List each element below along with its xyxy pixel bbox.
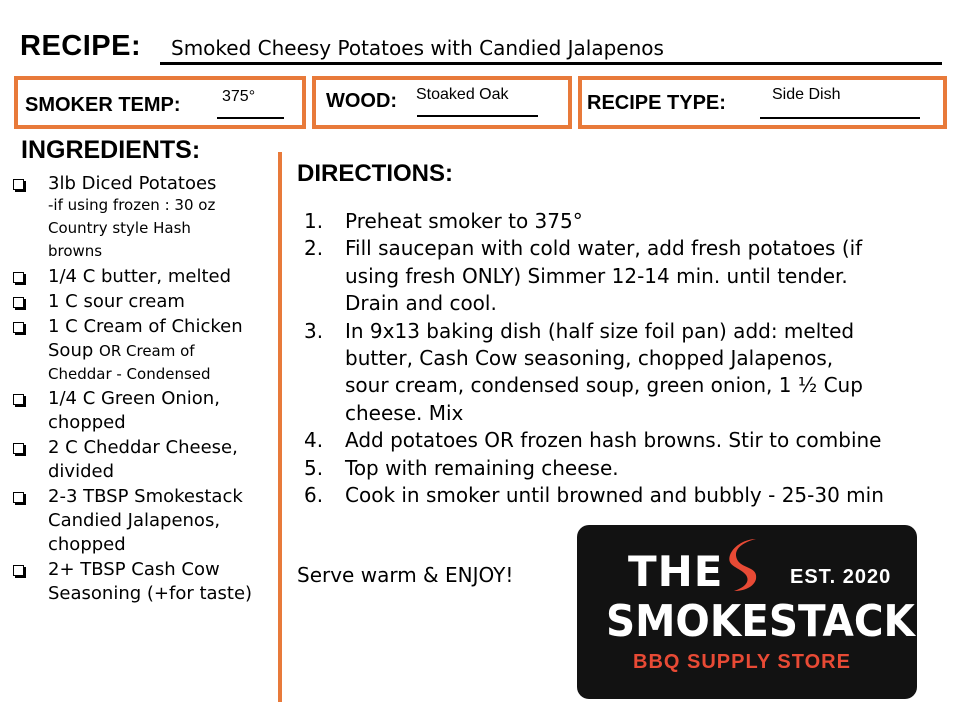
ingredient-note: Cheddar - Condensed: [48, 365, 211, 383]
logo-est-text: EST. 2020: [790, 566, 892, 588]
wood-value: Stoaked Oak: [416, 86, 509, 103]
step-text: cheese. Mix: [345, 400, 464, 425]
ingredient-item: [10, 558, 278, 606]
ingredient-note: OR Cream of: [99, 342, 195, 360]
ingredient-text: 2+ TBSP Cash Cow: [48, 559, 220, 580]
smoker-temp-label: SMOKER TEMP:: [25, 94, 181, 116]
step-number: 4.: [304, 428, 324, 453]
ingredient-text: 1/4 C butter, melted: [48, 266, 232, 287]
checkbox-icon: [13, 492, 24, 503]
ingredient-text: chopped: [48, 534, 126, 555]
recipe-type-value: Side Dish: [772, 86, 841, 103]
wood-label: WOOD:: [326, 90, 398, 112]
ingredient-item: [10, 485, 278, 557]
ingredient-text: 1 C sour cream: [48, 291, 185, 312]
serve-note: Serve warm & ENJOY!: [297, 563, 514, 587]
directions-heading: DIRECTIONS:: [297, 160, 453, 187]
ingredient-item: [10, 387, 278, 435]
step-text: using fresh ONLY) Simmer 12-14 min. until tender.: [345, 263, 848, 288]
checkbox-icon: [13, 322, 24, 333]
ingredient-text: 1 C Cream of Chicken: [48, 316, 243, 337]
checkbox-icon: [13, 565, 24, 576]
step-text: In 9x13 baking dish (half size foil pan) add: melted: [345, 318, 855, 343]
direction-step: [304, 208, 944, 235]
step-text: Top with remaining cheese.: [345, 455, 619, 480]
ingredient-text: 1/4 C Green Onion,: [48, 388, 220, 409]
ingredients-list: [10, 172, 278, 606]
ingredient-text: 3lb Diced Potatoes: [48, 173, 217, 194]
logo-text-smokestack: SMOKESTACK: [606, 596, 915, 647]
recipe-type-label: RECIPE TYPE:: [587, 92, 726, 114]
wood-underline: [417, 115, 538, 117]
ingredient-note: browns: [48, 242, 103, 260]
recipe-type-underline: [760, 117, 920, 119]
step-text: Fill saucepan with cold water, add fresh potatoes (if: [345, 236, 863, 261]
step-text: butter, Cash Cow seasoning, chopped Jalapenos,: [345, 346, 834, 371]
ingredient-note: Country style Hash: [48, 219, 191, 237]
direction-step: [304, 235, 944, 317]
direction-step: [304, 455, 944, 482]
checkbox-icon: [13, 179, 24, 190]
recipe-title: Smoked Cheesy Potatoes with Candied Jalapenos: [171, 36, 664, 60]
ingredient-text: chopped: [48, 412, 126, 433]
step-number: 3.: [304, 318, 324, 343]
ingredient-text: 2 C Cheddar Cheese,: [48, 437, 238, 458]
checkbox-icon: [13, 443, 24, 454]
smoker-temp-value: 375°: [222, 88, 256, 105]
logo-text-the: THE: [628, 547, 724, 596]
step-text: Drain and cool.: [345, 291, 497, 316]
directions-list: [304, 208, 944, 509]
step-number: 1.: [304, 209, 324, 233]
flame-s-icon: [722, 535, 770, 595]
direction-step: [304, 318, 944, 428]
ingredient-text: divided: [48, 461, 115, 482]
step-text: Cook in smoker until browned and bubbly - 25-30 min: [345, 483, 884, 508]
checkbox-icon: [13, 394, 24, 405]
direction-step: [304, 482, 944, 509]
logo-tagline: BBQ SUPPLY STORE: [633, 651, 851, 673]
ingredient-text: Seasoning (+for taste): [48, 583, 253, 604]
direction-step: [304, 427, 944, 454]
step-text: sour cream, condensed soup, green onion, 1 ½ Cup: [345, 373, 863, 398]
checkbox-icon: [13, 297, 24, 308]
step-number: 2.: [304, 236, 324, 261]
step-text: Add potatoes OR frozen hash browns. Stir to combine: [345, 428, 882, 453]
ingredient-item: [10, 265, 278, 289]
ingredient-item: [10, 315, 278, 386]
ingredient-item: [10, 436, 278, 484]
ingredient-text: 2-3 TBSP Smokestack: [48, 486, 243, 507]
ingredient-text: Candied Jalapenos,: [48, 510, 221, 531]
recipe-title-underline: [160, 62, 942, 65]
ingredient-item: [10, 172, 278, 263]
ingredient-text: Soup: [48, 340, 94, 361]
step-text: Preheat smoker to 375°: [345, 209, 583, 233]
column-divider: [278, 152, 282, 702]
ingredients-heading: INGREDIENTS:: [21, 136, 201, 164]
step-number: 5.: [304, 455, 324, 480]
ingredient-note: -if using frozen : 30 oz: [48, 196, 216, 214]
ingredient-item: [10, 290, 278, 314]
smoker-temp-underline: [217, 117, 284, 119]
recipe-label: RECIPE:: [20, 30, 142, 62]
checkbox-icon: [13, 272, 24, 283]
step-number: 6.: [304, 483, 324, 508]
